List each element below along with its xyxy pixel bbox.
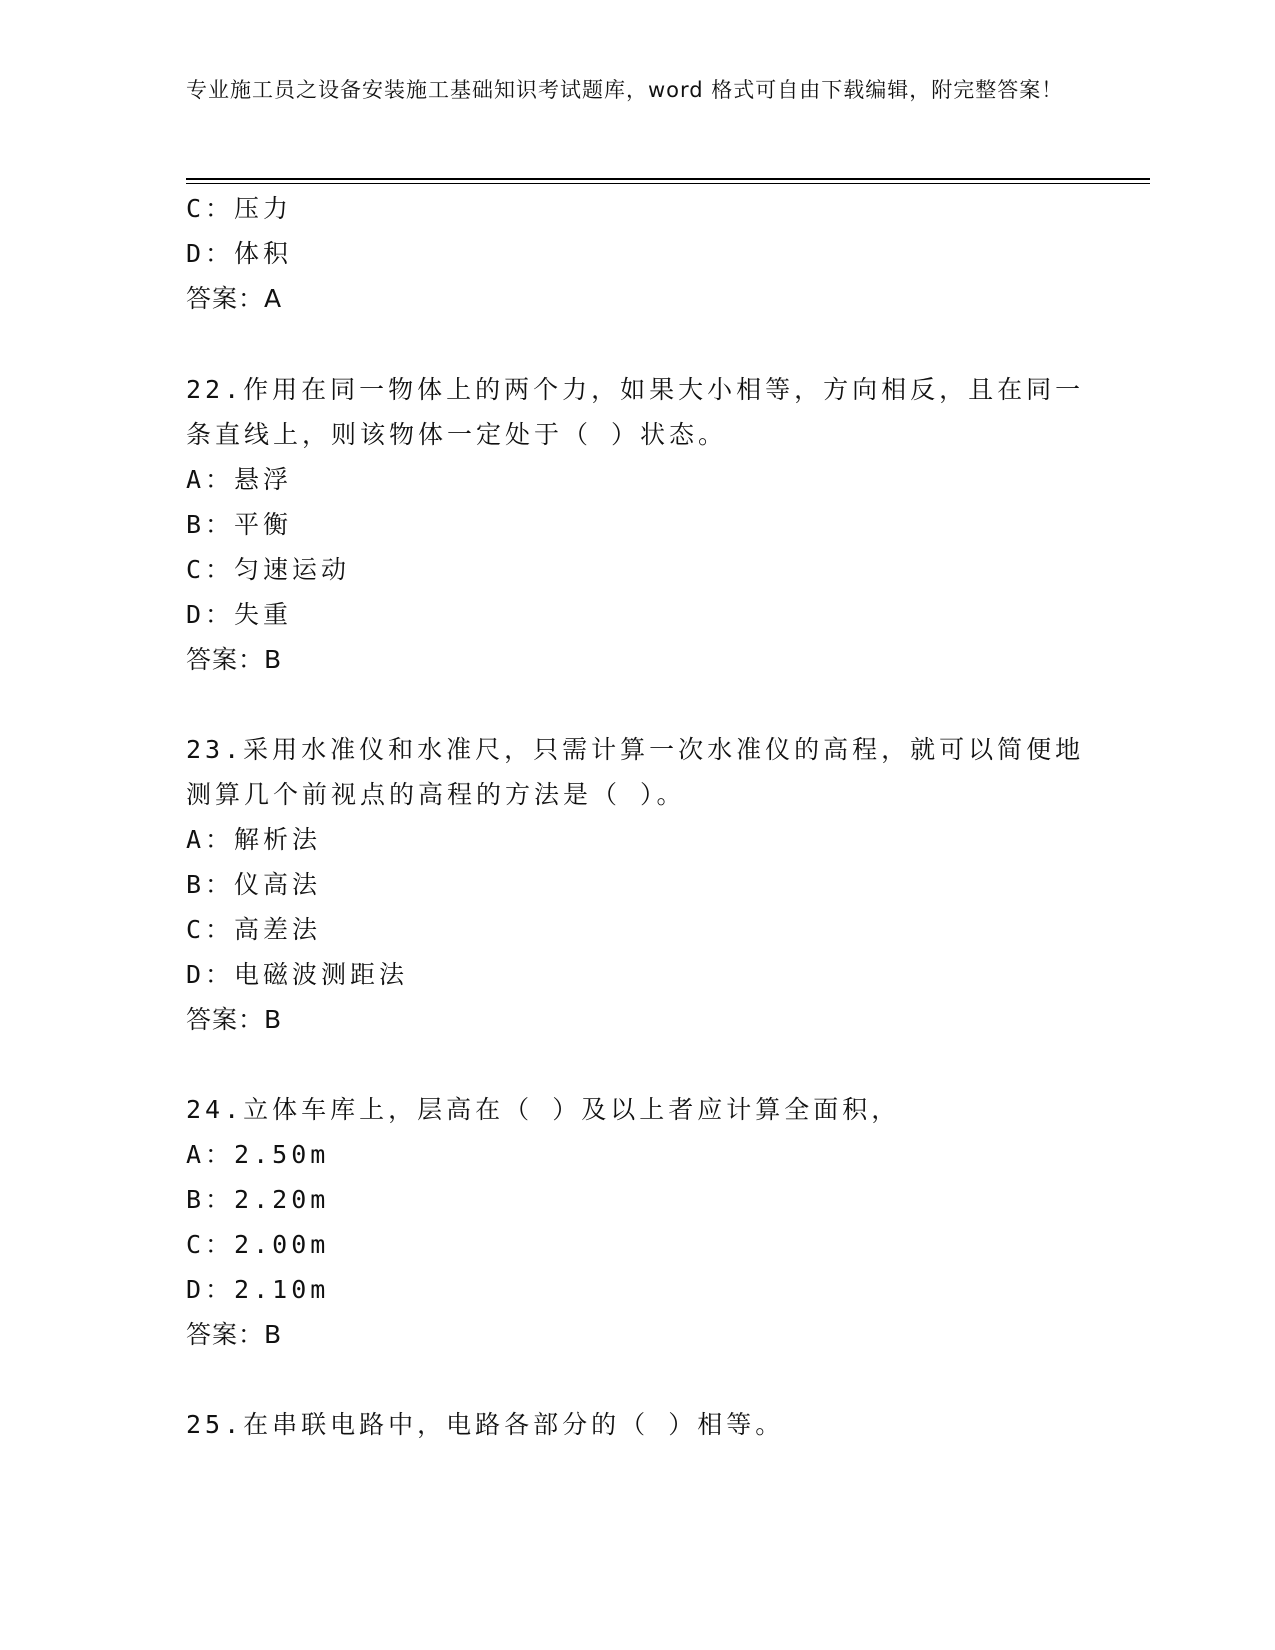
option-text: A：2.50m: [186, 1140, 330, 1169]
option-text: C：压力: [186, 194, 293, 223]
answer-text: 答案：A: [186, 284, 283, 313]
question-stem: 25.在串联电路中，电路各部分的（ ）相等。: [186, 1410, 785, 1439]
question-stem: 22.作用在同一物体上的两个力，如果大小相等，方向相反，且在同一: [186, 375, 1085, 404]
answer-text: 答案：B: [186, 1005, 283, 1034]
header-divider-thick: [186, 178, 1150, 180]
option-text: C：匀速运动: [186, 555, 351, 584]
option-text: C：2.00m: [186, 1230, 330, 1259]
option-text: A：解析法: [186, 825, 322, 854]
option-text: A：悬浮: [186, 465, 293, 494]
question-stem: 24.立体车库上，层高在（ ）及以上者应计算全面积，: [186, 1095, 901, 1124]
option-text: B：2.20m: [186, 1185, 330, 1214]
option-text: D：电磁波测距法: [186, 960, 409, 989]
question-stem: 23.采用水准仪和水准尺，只需计算一次水准仪的高程，就可以简便地: [186, 735, 1085, 764]
question-stem: 测算几个前视点的高程的方法是（ ）。: [186, 780, 686, 809]
option-text: D：失重: [186, 600, 293, 629]
option-text: D：2.10m: [186, 1275, 330, 1304]
option-text: B：仪高法: [186, 870, 322, 899]
option-text: D：体积: [186, 239, 293, 268]
header-divider-thin: [186, 183, 1150, 184]
option-text: B：平衡: [186, 510, 293, 539]
document-header: 专业施工员之设备安装施工基础知识考试题库，word 格式可自由下载编辑，附完整答案！: [186, 78, 1064, 102]
question-stem: 条直线上，则该物体一定处于（ ）状态。: [186, 420, 728, 449]
answer-text: 答案：B: [186, 645, 283, 674]
answer-text: 答案：B: [186, 1320, 283, 1349]
option-text: C：高差法: [186, 915, 322, 944]
